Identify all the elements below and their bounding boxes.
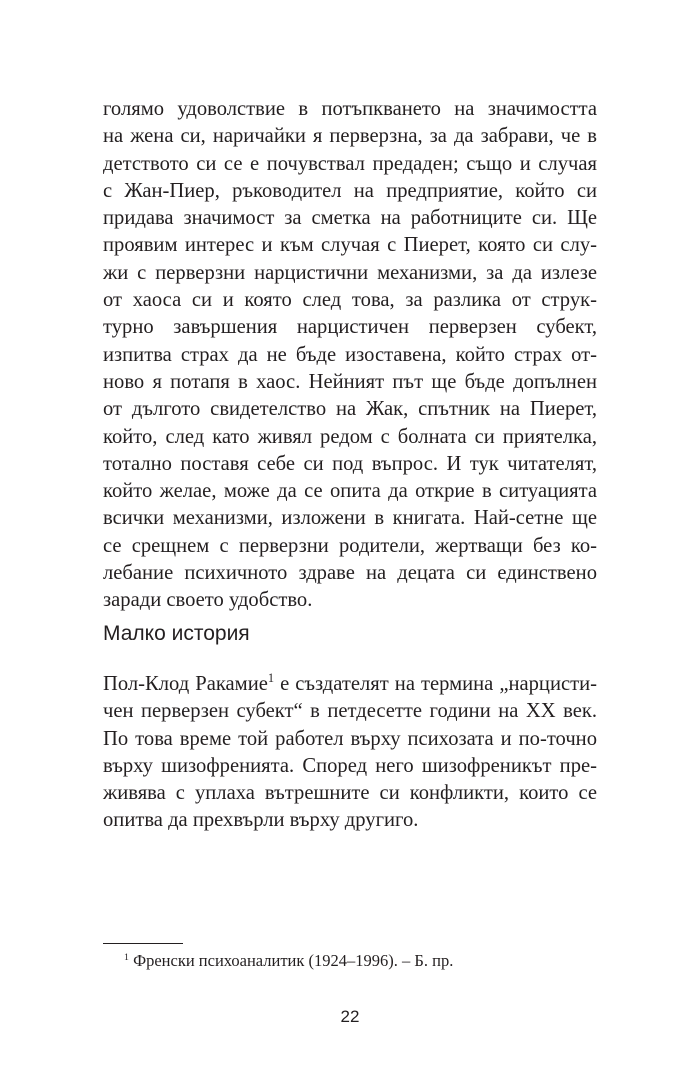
text-line: придава значимост за сметка на работниците си. Ще	[103, 207, 597, 230]
text-line: лебание психичното здраве на децата си единствено	[103, 562, 597, 585]
text-line: турно завършения нарцистичен перверзен субект,	[103, 316, 597, 339]
text-line: тотално поставя себе си под въпрос. И тук читателят,	[103, 452, 597, 475]
body-paragraph-1	[103, 96, 597, 615]
text-line: с Жан-Пиер, ръководител на предприятие, който си	[103, 179, 597, 202]
text-line: живява с уплаха вътрешните си конфликти, които се	[103, 782, 597, 805]
footnote-divider	[103, 943, 183, 944]
text-line: жи с перверзни нарцистични механизми, за да излезе	[103, 261, 597, 284]
text-line: чен перверзен субект“ в петдесетте години на XX век.	[103, 700, 597, 723]
section-heading: Малко история	[103, 622, 250, 645]
text-line: от хаоса си и която след това, за разлика от струк-	[103, 289, 597, 312]
text-line: ново я потапя в хаос. Нейният път ще бъде допълнен	[103, 370, 597, 393]
text-line: опитва да прехвърли върху другиго.	[103, 809, 419, 832]
footnote-text: Френски психоаналитик (1924–1996). – Б. пр.	[128, 951, 454, 970]
text-line: По това време той работел върху психозата и по-точно	[103, 727, 597, 750]
text-line	[103, 671, 597, 698]
text-line: от дългото свидетелство на Жак, спътник на Пиерет,	[103, 398, 597, 421]
text-line: изпитва страх да не бъде изоставена, който страх от-	[103, 343, 597, 366]
text-fragment: е създателят на термина „нарцисти-	[274, 673, 597, 695]
text-line: заради своето удобство.	[103, 589, 313, 612]
page-number: 22	[340, 1007, 360, 1026]
footnote	[124, 950, 453, 972]
text-line: който желае, може да се опита да открие в ситуацията	[103, 480, 597, 503]
body-paragraph-2	[103, 671, 597, 835]
text-line: се срещнем с перверзни родители, жертващи без ко-	[103, 534, 597, 557]
text-line: детството си се е почувствал предаден; също и случая	[103, 152, 597, 175]
text-line: всички механизми, изложени в книгата. Най-сетне ще	[103, 507, 597, 530]
text-line: върху шизофренията. Според него шизофреникът пре-	[103, 754, 597, 777]
footnote-reference: 1	[267, 670, 275, 685]
author-name: Пол-Клод Ракамие	[103, 673, 268, 695]
text-line: на жена си, наричайки я перверзна, за да забрави, че в	[103, 125, 597, 148]
footnote-marker: 1	[124, 951, 129, 963]
text-line: проявим интерес и към случая с Пиерет, която си слу-	[103, 234, 597, 257]
text-line: голямо удоволствие в потъпкването на значимостта	[103, 98, 597, 120]
text-line: който, след като живял редом с болната си приятелка,	[103, 425, 597, 448]
